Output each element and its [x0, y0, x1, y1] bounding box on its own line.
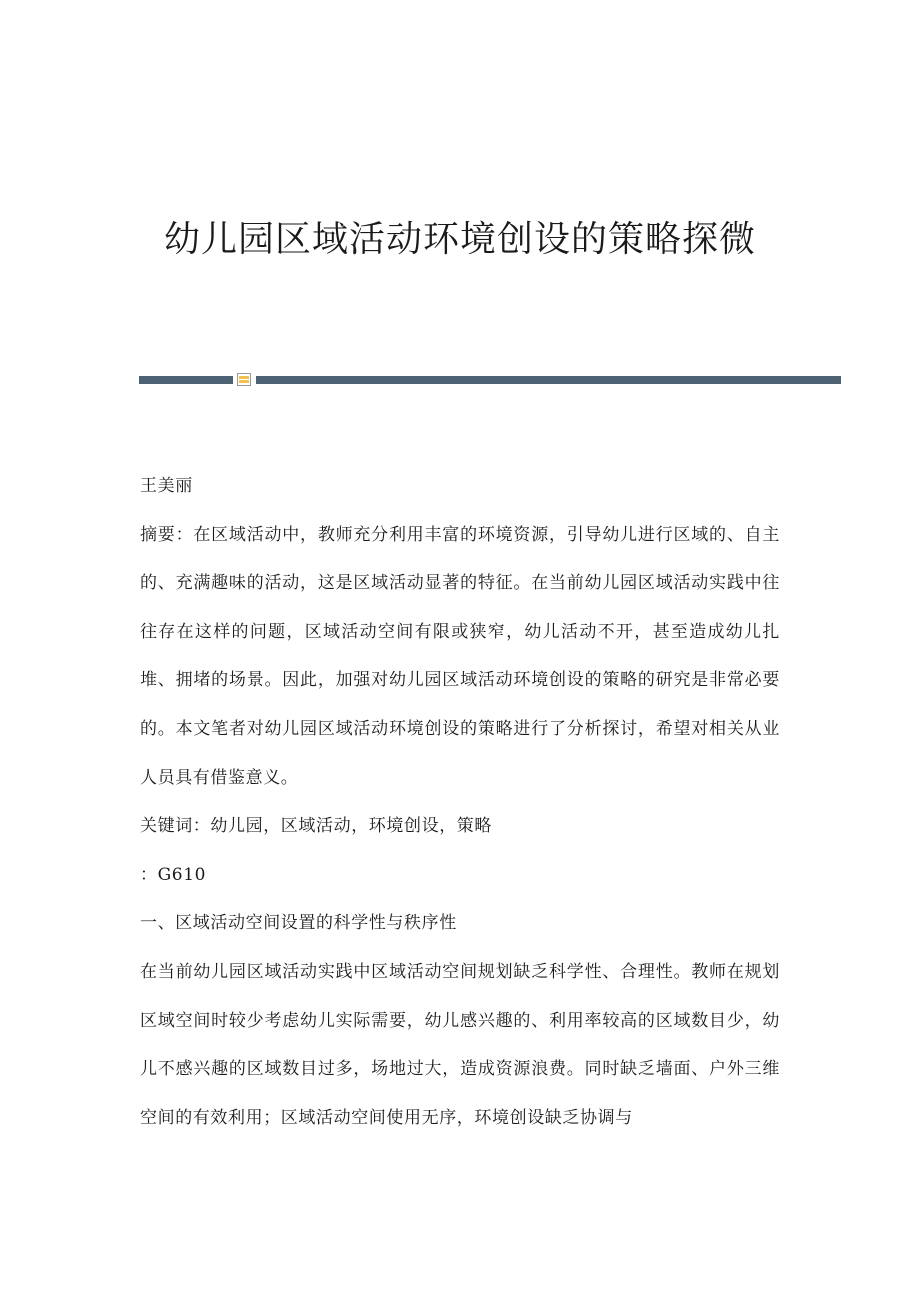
abstract-paragraph: 摘要：在区域活动中，教师充分利用丰富的环境资源，引导幼儿进行区域的、自主的、充满趣味的活动，这是区域活动显著的特征。在当前幼儿园区域活动实践中往往存在这样的问题，区域活动空间有限或狭窄，幼儿活动不开，甚至造成幼儿扎堆、拥堵的场景。因此，加强对幼儿园区域活动环境创设的策略的研究是非常必要的。本文笔者对幼儿园区域活动环境创设的策略进行了分析探讨，希望对相关从业人员具有借鉴意义。	[140, 524, 780, 788]
author-name: 王美丽	[140, 476, 193, 496]
divider-bar-right	[256, 376, 841, 384]
document-body	[140, 462, 780, 1142]
section-heading: 一、区域活动空间设置的科学性与秩序性	[140, 913, 457, 934]
document-title: 幼儿园区域活动环境创设的策略探微	[163, 219, 756, 260]
keywords-line: 关键词：幼儿园，区域活动，环境创设，策略	[140, 816, 492, 837]
title-divider	[139, 372, 841, 388]
classification-code: ：G610	[140, 864, 207, 885]
divider-bar-left	[139, 376, 233, 384]
document-emblem-icon	[237, 373, 251, 386]
body-paragraph: 在当前幼儿园区域活动实践中区域活动空间规划缺乏科学性、合理性。教师在规划区域空间时较少考虑幼儿实际需要，幼儿感兴趣的、利用率较高的区域数目少，幼儿不感兴趣的区域数目过多，场地过大，造成资源浪费。同时缺乏墙面、户外三维空间的有效利用；区域活动空间使用无序，环境创设缺乏协调与	[140, 961, 780, 1128]
